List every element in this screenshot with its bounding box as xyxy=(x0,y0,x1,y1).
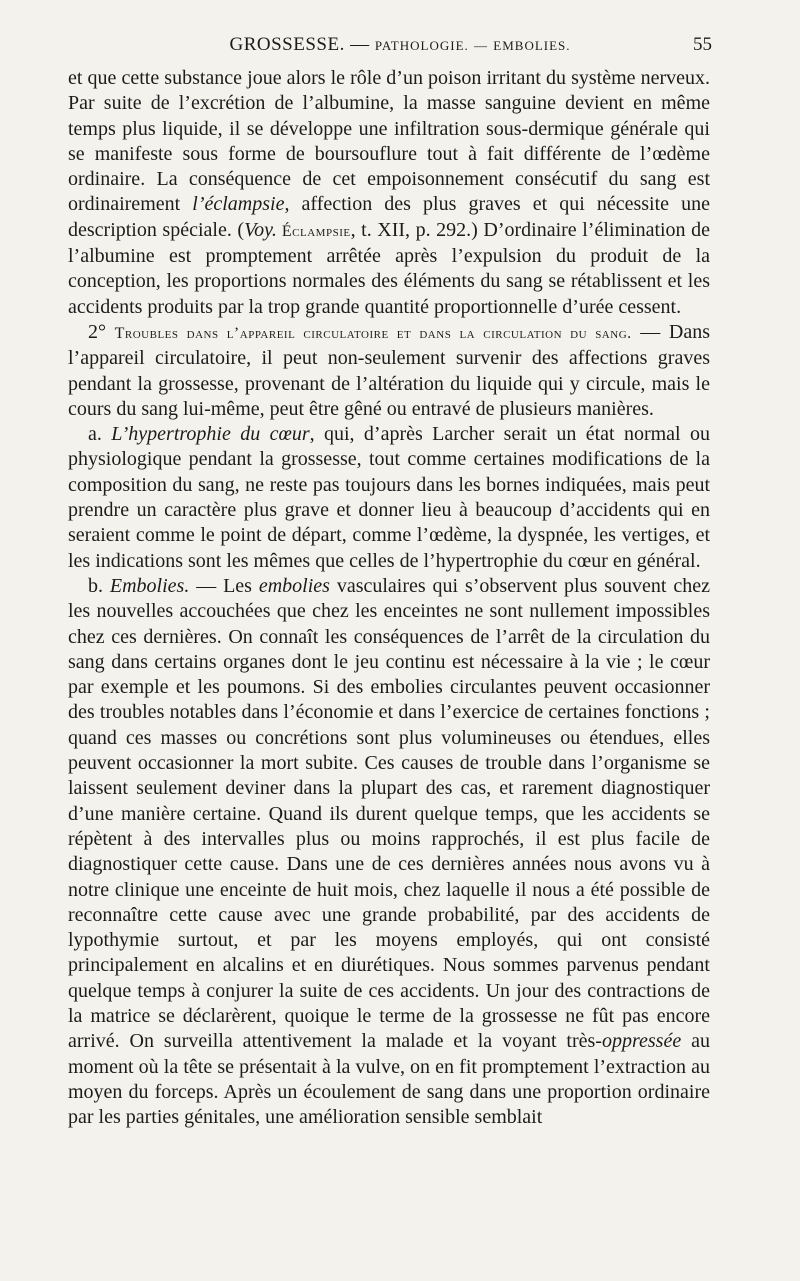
header-title xyxy=(0,34,800,56)
p4-text-a: — Les xyxy=(189,574,259,597)
p4-emphasis-oppressee: oppressée xyxy=(601,1030,682,1053)
paragraph-2 xyxy=(68,320,710,422)
p1-emphasis-voy: Voy. xyxy=(244,218,277,241)
p2-section-title: Troubles dans l’appareil circulatoire et dans la circulation du sang. xyxy=(114,324,632,342)
header-sub2: EMBOLIES. xyxy=(493,38,571,53)
p3-label: a. xyxy=(88,423,112,446)
p4-text-b: vasculaires qui s’observent plus souvent chez les nouvelles accouchées que chez les enceintes ne sont nullement impossibles chez ces dernières. On connaît les conséquences de l’arrêt de la circulation du sang dans certains organes dont le jeu continu est nécessaire à la vie ; le cœur par exemple et les poumons. Si des embolies circulantes peuvent occasionner des troubles notables dans l’économie et dans l’exercice de certaines fonctions ; quand ces masses ou concrétions sont plus volumineuses ou étendues, elles peuvent occasionner la mort subite. Ces causes de trouble dans l’organisme se laissent seulement deviner dans la plupart des cas, et rarement diagnostiquer d’une manière certaine. Quand ils durent quelque temps, que les accidents se répètent à des intervalles plus ou moins rapprochés, il est plus facile de diagnostiquer cette cause. Dans une de ces dernières années nous avons vu à notre clinique une enceinte de huit mois, chez laquelle il nous a été possible de reconnaître cette cause avec une grande probabilité, par des accidents de lypothymie surtout, et par les moyens employés, qui ont consisté principalement en alcalins et en diurétiques. Nous sommes parvenus pendant quelque temps à conjurer la suite de ces accidents. Un jour des contractions de la matrice se déclarèrent, quoique le terme de la grossesse ne fût pas encore arrivé. On surveilla attentivement la malade et la voyant très- xyxy=(68,574,710,1053)
header-main: GROSSESSE. — xyxy=(229,34,370,55)
p1-text-a: et que cette substance joue alors le rôle d’un poison irritant du système nerveux. Par suite de l’excrétion de l’albumine, la masse sanguine devient en même temps plus liquide, il se développe une infiltration sous-dermique générale qui se manifeste sous forme de boursouflure tout à fait différente de l’œdème ordinaire. La conséquence de cet empoisonnement consécutif du sang est ordinairement xyxy=(68,67,710,216)
p4-text-c: au moment où la tête se présentait à la vulve, on en fit promptement l’extraction au moyen du forceps. Après un écoulement de sang dans une proportion ordinaire par les parties génitales, une amélioration sensible semblait xyxy=(68,1030,710,1129)
p1-reference: Éclampsie xyxy=(276,222,351,240)
p1-text-c: , t. XII, p. 292.) D’ordinaire l’élimination de l’albumine est promptement arrêtée après l’expulsion du produit de la conception, les proportions normales des éléments du sang se rétablissent et les accidents produits par la trop grande quantité proportionnelle d’urée cessent. xyxy=(68,218,711,318)
p1-emphasis-eclampsie: l’éclampsie xyxy=(192,193,285,216)
p1-text-b: , affection des plus graves et qui nécessite une description spéciale. ( xyxy=(68,193,710,241)
p4-label: b. xyxy=(88,574,110,597)
paragraph-3 xyxy=(68,422,710,574)
p4-emphasis-embolies-title: Embolies. xyxy=(109,574,190,597)
paragraph-1 xyxy=(68,66,710,320)
p2-number: 2° xyxy=(88,320,115,343)
p3-emphasis: L’hypertrophie du cœur xyxy=(111,423,310,446)
p4-emphasis-embolies: embolies xyxy=(258,574,330,597)
header-sep: — xyxy=(474,38,489,53)
paragraph-4 xyxy=(68,574,710,1131)
page-body xyxy=(68,66,710,1130)
p3-text: , qui, d’après Larcher serait un état normal ou physiologique pendant la grossesse, tout comme certaines modifications de la composition du sang, ne reste pas toujours dans les bornes indiquées, mais peut prendre un caractère plus grave et donner lieu à beaucoup d’accidents qui en seraient comme le point de départ, comme l’œdème, la dyspnée, les vertiges, et les indications sont les mêmes que celles de l’hypertrophie du cœur en général. xyxy=(68,423,710,572)
page-number: 55 xyxy=(693,34,712,55)
header-sub1: PATHOLOGIE. xyxy=(374,38,469,53)
running-header xyxy=(0,34,800,56)
p2-text: — Dans l’appareil circulatoire, il peut non-seulement survenir des affections graves pendant la grossesse, provenant de l’altération du liquide qui y circule, mais le cours du sang lui-même, peut être gêné ou entravé de plusieurs manières. xyxy=(68,320,711,420)
